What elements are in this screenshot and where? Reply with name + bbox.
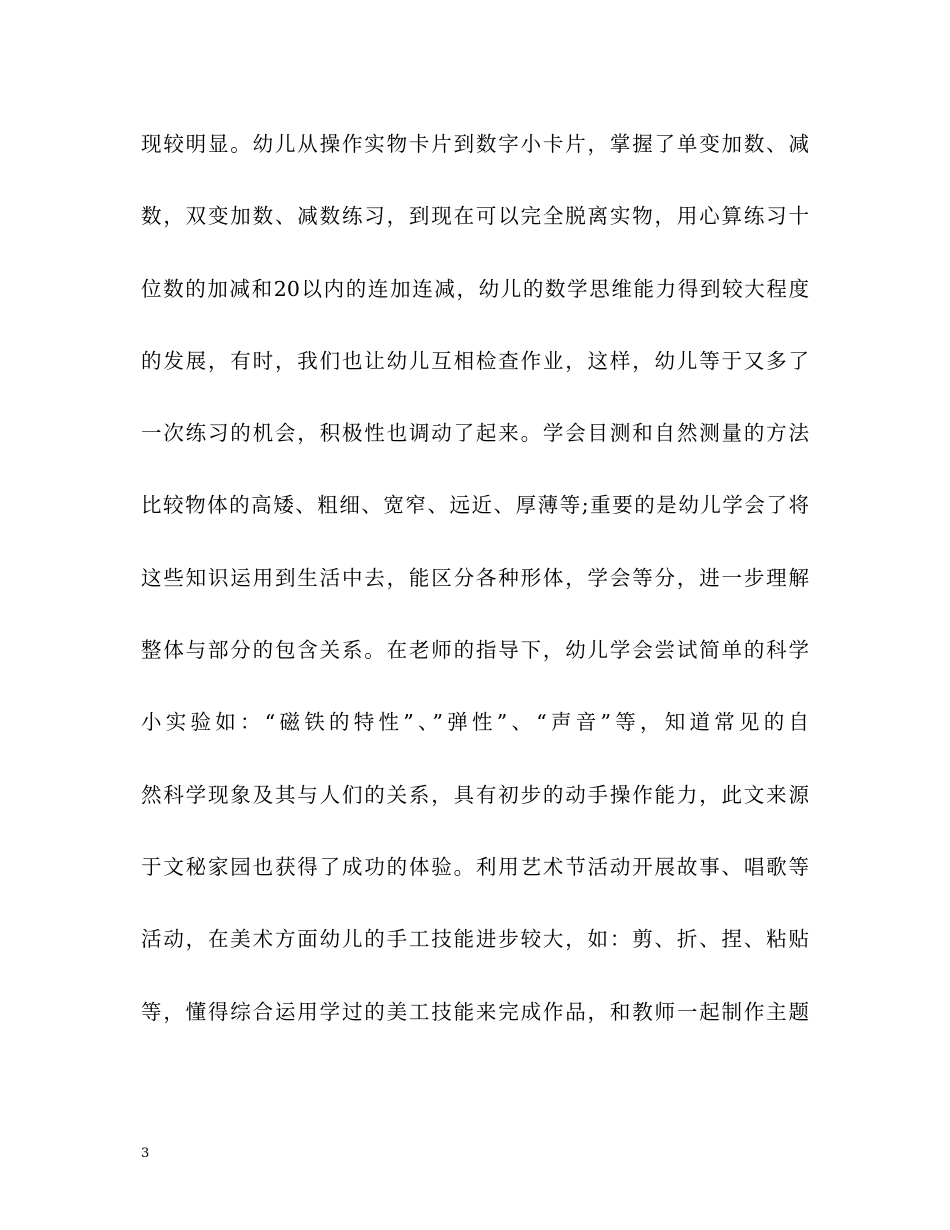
body-paragraph [141,122,809,1062]
page-number: 3 [141,1146,150,1161]
text-line-1: 现较明显。幼儿从操作实物卡片到数字小卡片，掌握了单变加数、减 [141,132,809,156]
text-line-8: 整体与部分的包含关系。在老师的指导下，幼儿学会尝试简单的科学 [141,638,809,663]
text-line-12: 活动，在美术方面幼儿的手工技能进步较大，如：剪、折、捏、粘贴 [141,927,809,952]
text-line-5: 一次练习的机会，积极性也调动了起来。学会目测和自然测量的方法 [141,421,809,446]
text-line-4: 的发展，有时，我们也让幼儿互相检查作业，这样，幼儿等于又多了 [141,348,809,373]
text-line-6: 比较物体的高矮、粗细、宽窄、远近、厚薄等;重要的是幼儿学会了将 [141,493,809,518]
text-line-10: 然科学现象及其与人们的关系，具有初步的动手操作能力，此文来源 [141,782,809,807]
text-line-2: 数，双变加数、减数练习，到现在可以完全脱离实物，用心算练习十 [141,204,809,229]
text-line-11: 于文秘家园也获得了成功的体验。利用艺术节活动开展故事、唱歌等 [141,854,809,879]
text-line-13: 等，懂得综合运用学过的美工技能来完成作品，和教师一起制作主题 [141,999,809,1024]
text-line-3: 位数的加减和20以内的连加连减，幼儿的数学思维能力得到较大程度 [141,276,809,301]
text-line-9: 小实验如：“磁铁的特性”、”弹性”、“声音”等，知道常见的自 [141,710,809,735]
text-line-7: 这些知识运用到生活中去，能区分各种形体，学会等分，进一步理解 [141,565,809,590]
